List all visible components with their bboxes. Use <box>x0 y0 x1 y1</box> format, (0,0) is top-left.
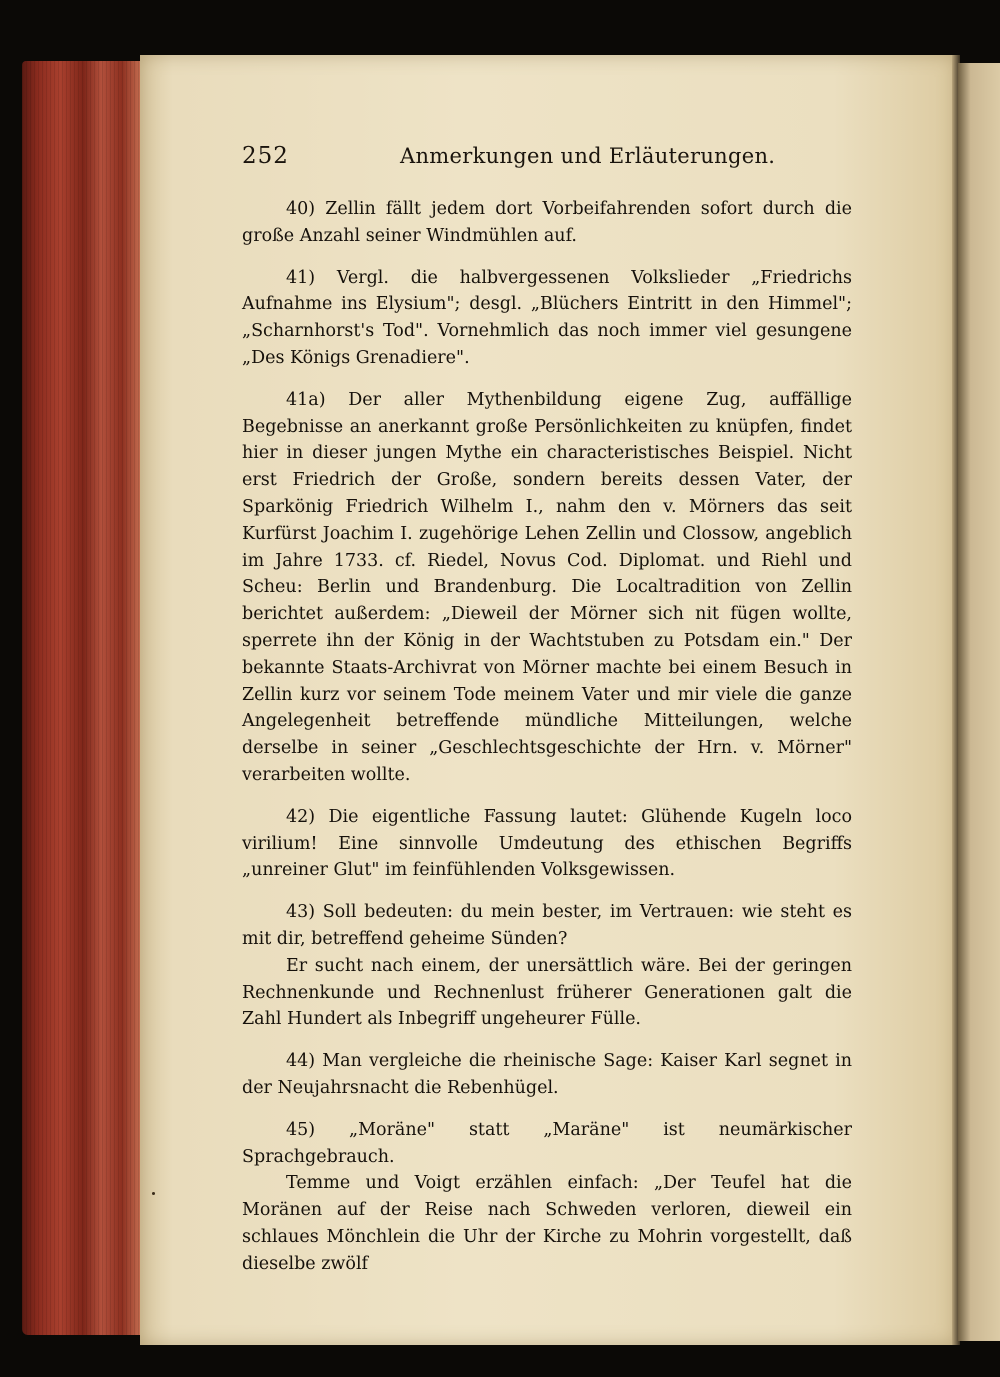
note-43 <box>242 899 852 1033</box>
note-41a-text: 41a) Der aller Mythenbildung eigene Zug, auffällige Begebnisse an anerkannt große Persönlichkeiten zu knüpfen, findet hier in dieser jungen Mythe ein characteristisches Beispiel. Nicht erst Friedrich der Große, sondern bereits dessen Vater, der Sparkönig Friedrich Wilhelm I., nahm den v. Mörners das seit Kurfürst Joachim I. zugehörige Lehen Zellin und Clossow, angeblich im Jahre 1733. cf. Riedel, Novus Cod. Diplomat. und Riehl und Scheu: Berlin und Brandenburg. Die Localtradition von Zellin berichtet außerdem: „Dieweil der Mörner sich nit fügen wollte, sperrete ihn der König in der Wachtstuben zu Potsdam ein." Der bekannte Staats-Archivrat von Mörner machte bei einem Besuch in Zellin kurz vor seinem Tode meinem Vater und mir viele die ganze Angelegenheit betreffende mündliche Mitteilungen, welche derselbe in seiner „Geschlechtsgeschichte der Hrn. v. Mörner" verarbeiten wollte. <box>242 389 852 785</box>
running-title: Anmerkungen und Erläuterungen. <box>400 144 776 168</box>
note-41 <box>242 265 852 372</box>
note-45-continuation: Temme und Voigt erzählen einfach: „Der Teufel hat die Moränen auf der Reise nach Schweden verloren, dieweil ein schlaues Mönchlein die Uhr der Kirche zu Mohrin vorgestellt, daß dieselbe zwölf <box>242 1173 852 1274</box>
note-41a <box>242 387 852 789</box>
note-40-text: 40) Zellin fällt jedem dort Vorbeifahrenden sofort durch die große Anzahl seiner Windmühlen auf. <box>242 199 852 246</box>
note-41-text: 41) Vergl. die halbvergessenen Volkslieder „Friedrichs Aufnahme ins Elysium"; desgl. „Blüchers Eintritt in den Himmel"; „Scharnhorst's Tod". Vornehmlich das noch immer viel gesungene „Des Königs Grenadiere". <box>242 267 852 368</box>
page-header <box>242 143 852 173</box>
paper-speck <box>152 1192 155 1195</box>
note-42-text: 42) Die eigentliche Fassung lautet: Glühende Kugeln loco virilium! Eine sinnvolle Umdeutung des ethischen Begriffs „unreiner Glut" im feinfühlenden Volksgewissen. <box>242 806 852 881</box>
page-number: 252 <box>242 143 289 169</box>
right-page-edge <box>958 63 1000 1341</box>
note-42 <box>242 804 852 884</box>
note-43-continuation: Er sucht nach einem, der unersättlich wäre. Bei der geringen Rechnenkunde und Rechnenlust früherer Generationen galt die Zahl Hundert als Inbegriff ungeheurer Fülle. <box>242 955 852 1030</box>
note-45-text: 45) „Moräne" statt „Maräne" ist neumärkischer Sprachgebrauch. <box>242 1119 852 1167</box>
note-40 <box>242 196 852 250</box>
note-44-text: 44) Man vergleiche die rheinische Sage: Kaiser Karl segnet in der Neujahrsnacht die Rebenhügel. <box>242 1051 852 1098</box>
notes-body <box>242 196 852 1292</box>
note-43-text: 43) Soll bedeuten: du mein bester, im Vertrauen: wie steht es mit dir, betreffend geheime Sünden? <box>242 902 852 949</box>
note-44 <box>242 1048 852 1102</box>
note-45 <box>242 1117 852 1278</box>
page-edges <box>22 61 150 1335</box>
